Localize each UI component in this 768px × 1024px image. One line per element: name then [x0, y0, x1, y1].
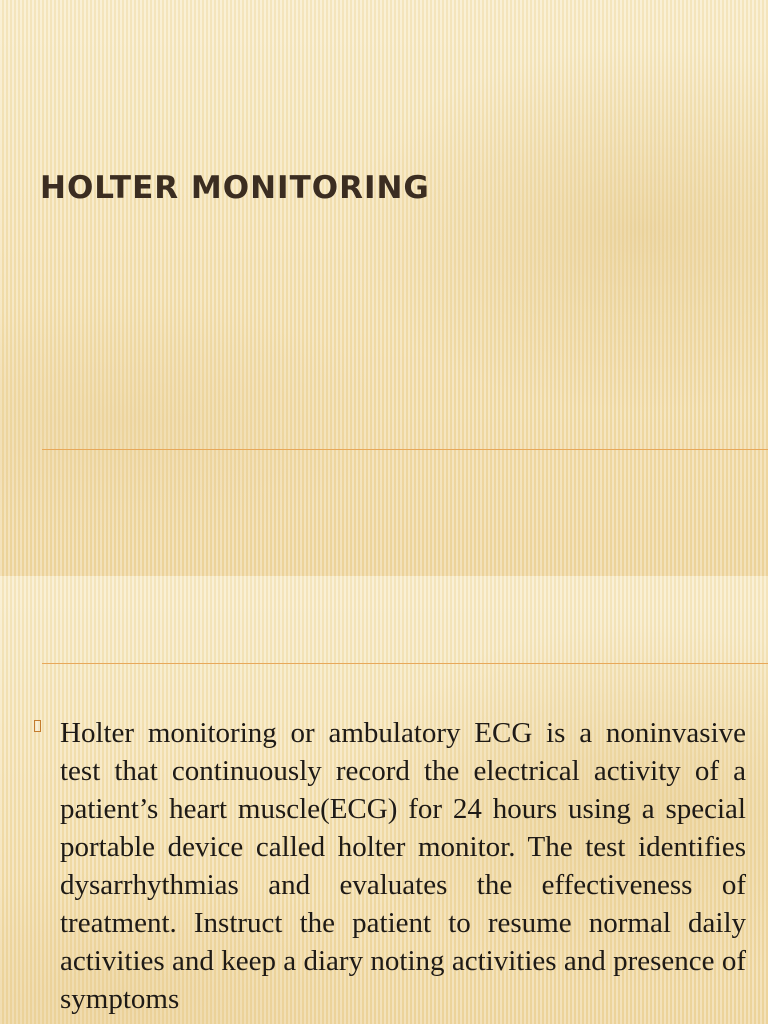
bullet-text: Holter monitoring or ambulatory ECG is a noninvasive test that continuously record the electrical activity of a patient’s heart muscle(ECG) for 24 hours using a special portable device called holter monitor. The test identifies dysarrhythmias and evaluates the effectiveness of treatment. Instruct the patient to resume normal daily activities and keep a diary noting activities and presence of symptoms — [60, 717, 746, 1015]
header-divider-rule — [42, 663, 768, 664]
slide-2 — [0, 576, 768, 1024]
slide-title: HOLTER MONITORING — [40, 170, 430, 206]
square-bullet-icon — [34, 720, 41, 732]
title-divider-rule — [42, 449, 768, 450]
